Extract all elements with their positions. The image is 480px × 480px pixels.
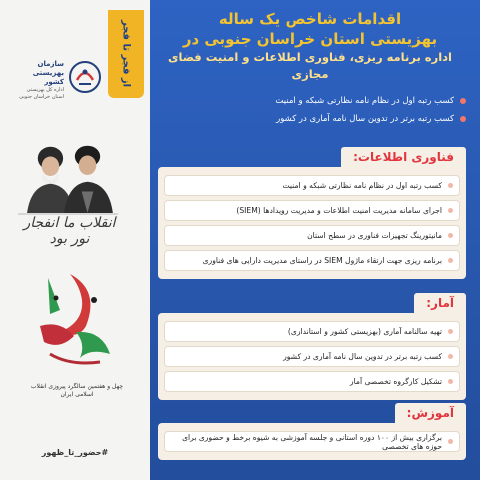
- item-text: برگزاری بیش از ۱۰۰ دوره استانی و جلسه آموزشی به شیوه برخط و حضوری برای حوزه های تخصصی: [182, 432, 442, 451]
- item-text: مانیتورینگ تجهیزات فناوری در سطح استان: [307, 231, 442, 240]
- leaders-portraits-image: [18, 135, 118, 215]
- revolution-slogan: انقلاب ما انفجار نور بود: [23, 215, 116, 248]
- fajr-calligraphy-art: [30, 270, 120, 380]
- item-text: تهیه سالنامه آماری (بهزیستی کشور و استانداری): [287, 327, 442, 336]
- item-dot-icon: [448, 379, 453, 384]
- item-text: اجرای سامانه مدیریت امنیت اطلاعات و مدیریت رویدادها (SIEM): [236, 206, 442, 215]
- item-dot-icon: [448, 439, 453, 444]
- headline-line-1: اقدامات شاخص یک ساله: [218, 10, 402, 28]
- section-panel: [158, 423, 466, 460]
- headline-line-3: اداره برنامه ریزی، فناوری اطلاعات و امنیت فضای مجازی: [167, 50, 452, 81]
- bullet-item: [176, 92, 466, 110]
- logo-org-name: سازمان بهزیستی کشور: [32, 60, 64, 87]
- section-title: فناوری اطلاعات:: [341, 147, 466, 167]
- list-item: [164, 225, 460, 246]
- section-title: آمار:: [414, 293, 466, 313]
- list-item: [164, 431, 460, 452]
- bullet-dot-icon: [460, 116, 466, 122]
- bullet-text: کسب رتبه برتر در تدوین سال نامه آماری در کشور: [276, 114, 454, 124]
- behzisti-logo-icon: [68, 60, 102, 94]
- item-dot-icon: [448, 233, 453, 238]
- item-dot-icon: [448, 183, 453, 188]
- section-it: [158, 146, 466, 279]
- item-dot-icon: [448, 329, 453, 334]
- item-text: کسب رتبه اول در نظام نامه نظارتی شبکه و امنیت: [282, 181, 442, 190]
- item-dot-icon: [448, 258, 453, 263]
- organization-logo: [18, 60, 102, 110]
- section-panel: [158, 167, 466, 279]
- list-item: [164, 250, 460, 271]
- item-dot-icon: [448, 354, 453, 359]
- list-item: [164, 371, 460, 392]
- list-item: [164, 200, 460, 221]
- campaign-tag: از فجر تا فجر: [108, 10, 144, 98]
- hashtag: #حضور_تا_ظهور: [41, 448, 109, 457]
- anniversary-caption: چهل و هفتمین سالگرد پیروزی انقلاب اسلامی ایران: [30, 383, 124, 398]
- bullet-text: کسب رتبه اول در نظام نامه نظارتی شبکه و امنیت: [275, 96, 454, 106]
- list-item: [164, 175, 460, 196]
- bullet-dot-icon: [460, 98, 466, 104]
- section-panel: [158, 313, 466, 400]
- item-dot-icon: [448, 208, 453, 213]
- list-item: [164, 321, 460, 342]
- section-statistics: [158, 292, 466, 400]
- left-decorative-column: [0, 0, 150, 480]
- item-text: برنامه ریزی جهت ارتقاء ماژول SIEM در راستای مدیریت دارایی های فناوری: [202, 256, 442, 265]
- item-text: تشکیل کارگروه تخصصی آمار: [349, 377, 442, 386]
- list-item: [164, 346, 460, 367]
- section-title: آموزش:: [395, 403, 466, 423]
- section-training: [158, 402, 466, 460]
- headline: [150, 10, 470, 83]
- logo-text: [18, 60, 64, 100]
- headline-line-2: بهزیستی استان خراسان جنوبی در: [182, 30, 438, 48]
- logo-sub-name: اداره کل بهزیستی استان خراسان جنوبی: [19, 87, 64, 100]
- item-text: کسب رتبه برتر در تدوین سال نامه آماری در کشور: [283, 352, 442, 361]
- bullet-item: [176, 110, 466, 128]
- highlight-bullets: [176, 92, 466, 128]
